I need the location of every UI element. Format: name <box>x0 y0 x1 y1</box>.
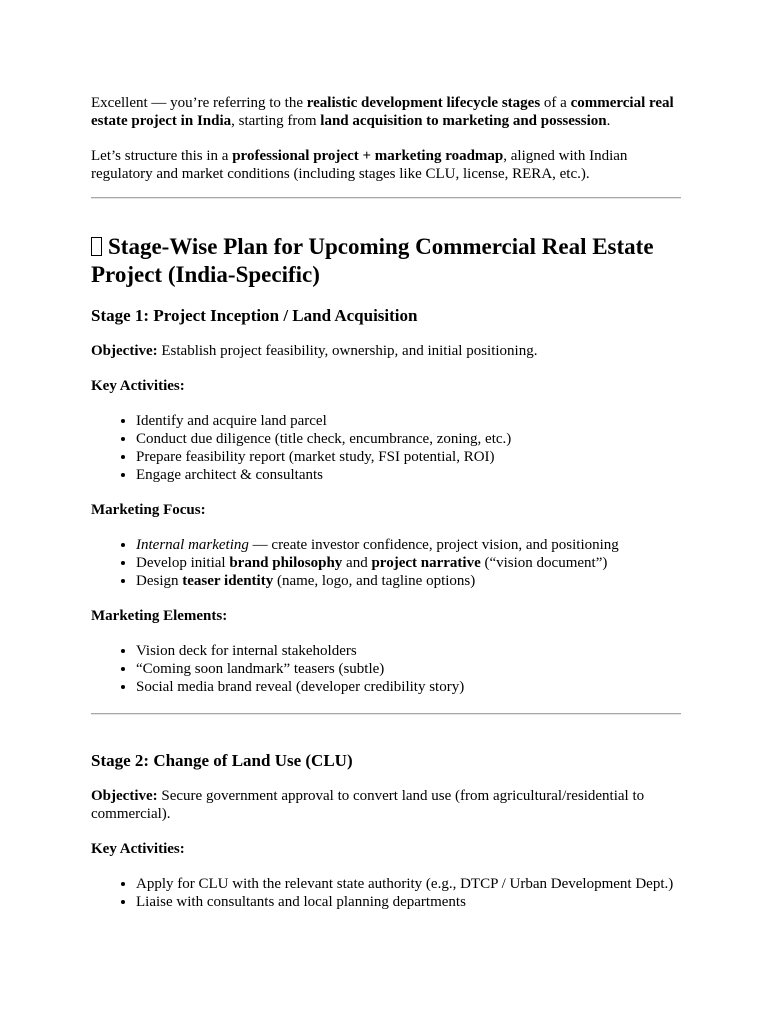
list-item: • Develop initial brand philosophy and project narrative (“vision document”) <box>136 554 681 572</box>
stage-1-heading: Stage 1: Project Inception / Land Acquisition <box>91 306 418 325</box>
document-content <box>91 94 681 911</box>
list-item: • “Coming soon landmark” teasers (subtle) <box>136 660 681 678</box>
stage-1-objective: Objective: Establish project feasibility, ownership, and initial positioning. <box>91 343 538 359</box>
stage-1-marketing-focus-list <box>91 536 681 590</box>
list-item: • Vision deck for internal stakeholders <box>136 642 681 660</box>
list-item: • Identify and acquire land parcel <box>136 412 681 430</box>
list-item: • Engage architect & consultants <box>136 466 681 484</box>
divider-1 <box>91 197 681 199</box>
stage-2-heading: Stage 2: Change of Land Use (CLU) <box>91 751 353 770</box>
stage-1-key-activities-list <box>91 412 681 484</box>
list-item: • Liaise with consultants and local planning departments <box>136 893 681 911</box>
missing-glyph-icon <box>91 237 102 256</box>
list-item: • Prepare feasibility report (market study, FSI potential, ROI) <box>136 448 681 466</box>
stage-1-marketing-focus-label: Marketing Focus: <box>91 502 206 518</box>
list-item: • Conduct due diligence (title check, encumbrance, zoning, etc.) <box>136 430 681 448</box>
stage-1-marketing-elements-label: Marketing Elements: <box>91 608 228 624</box>
intro-paragraph-1: Excellent — you’re referring to the realistic development lifecycle stages of a commercial real estate project in India, starting from land acquisition to marketing and possession. <box>91 95 674 129</box>
page-title: Stage-Wise Plan for Upcoming Commercial Real Estate Project (India-Specific) <box>91 234 654 287</box>
stage-1-key-activities-label: Key Activities: <box>91 378 185 394</box>
list-item: • Design teaser identity (name, logo, and tagline options) <box>136 572 681 590</box>
divider-2 <box>91 713 681 715</box>
list-item: • Social media brand reveal (developer credibility story) <box>136 678 681 696</box>
list-item: • Apply for CLU with the relevant state authority (e.g., DTCP / Urban Development Dept.) <box>136 875 681 893</box>
stage-2-objective: Objective: Secure government approval to convert land use (from agricultural/residential to commercial). <box>91 788 645 822</box>
stage-2-key-activities-list <box>91 875 681 911</box>
list-item: • Internal marketing — create investor confidence, project vision, and positioning <box>136 536 681 554</box>
stage-2-key-activities-label: Key Activities: <box>91 841 185 857</box>
intro-paragraph-2: Let’s structure this in a professional project + marketing roadmap, aligned with Indian regulatory and market conditions (including stages like CLU, license, RERA, etc.). <box>91 148 628 182</box>
stage-1-marketing-elements-list <box>91 642 681 696</box>
